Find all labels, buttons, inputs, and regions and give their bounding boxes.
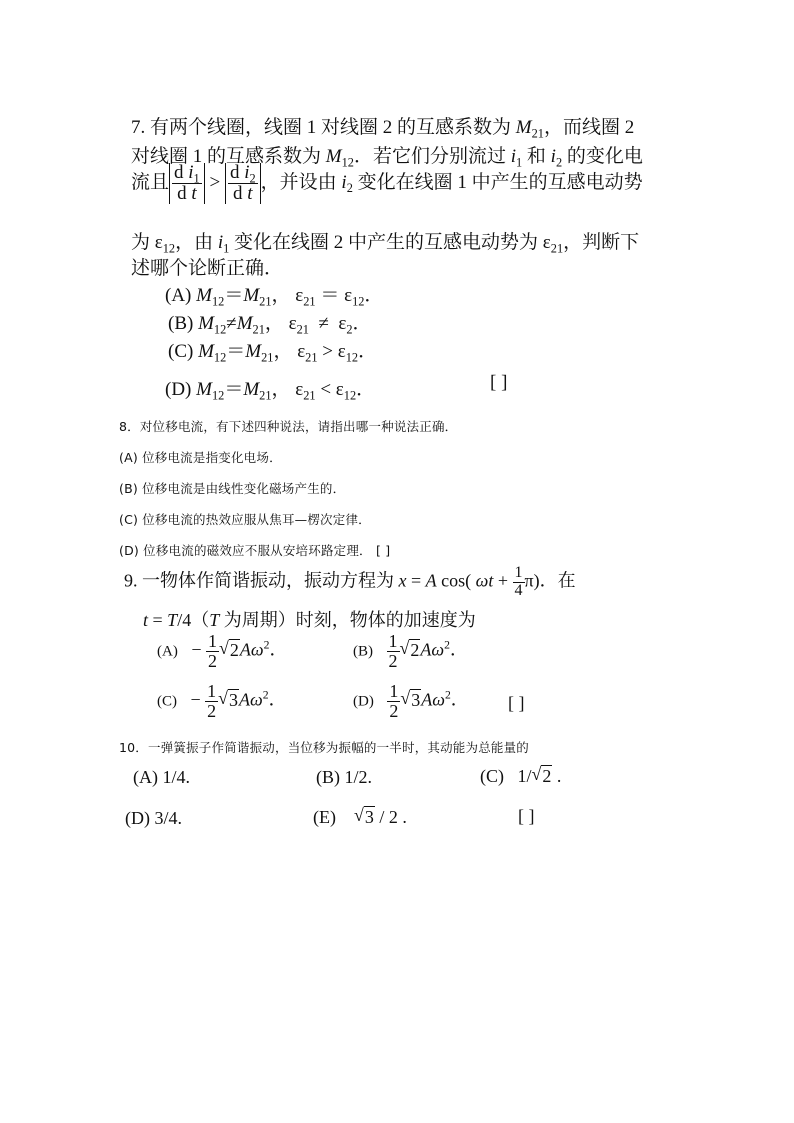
q8-answer-bracket[interactable]: [ ] [375,543,391,558]
q9-option-d: (D) $\frac{1}{2}$ √ $3A\omega^2$． [353,682,469,721]
q7-option-c: (C) $M_{12}=M_{21}$， $\varepsilon_{21} > \varepsilon_{12}$． [168,341,378,365]
abs-di2-dt: $\frac{d i_2}{\text{d t}}$ [225,163,261,204]
q7-line-4: 为 $\varepsilon_{12}$，由 $i_1$ 变化在线圈 2 中产生的互感电动势为 $\varepsilon_{21}$，判断下 [131,232,640,256]
q9-option-a: (A) − $\frac{1}{2}$ √ $2A\omega^2$． [157,632,287,671]
q7-line-2: 对线圈 1 的互感系数为 $M_{12}$．若它们分别流过 $i_1$ 和 $i_2$ 的变化电 [131,146,643,170]
q7-answer-bracket[interactable]: [ ] [490,372,508,393]
q7-option-b: (B) $M_{12}\ne M_{21}$， $\varepsilon_{21} \ne \varepsilon_2$． [168,313,372,337]
q9-line-2: t = T/4（T 为周期）时刻，物体的加速度为 [143,610,476,630]
q9-option-b: (B) $\frac{1}{2}$ √ $2A\omega^2$． [353,632,468,671]
q10-stem: 10．一弹簧振子作简谐振动，当位移为振幅的一半时，其动能为总能量的 [119,740,530,755]
q8-option-a: (A) 位移电流是指变化电场． [119,450,282,465]
q8-option-b: (B) 位移电流是由线性变化磁场产生的． [119,481,346,496]
q10-option-e: (E) √ 3 / 2 . [313,806,407,828]
q10-answer-bracket[interactable]: [ ] [518,806,535,826]
q8-option-d [119,541,390,559]
abs-di1-dt: $\frac{d i_1}{\text{d t}}$ [169,163,205,204]
q10-option-b: (B) 1/2. [316,767,372,787]
q10-option-a: (A) 1/4. [133,767,190,787]
q9-line-1: 9. 一物体作简谐振动，振动方程为 x = A cos( ωt + $\frac{1}{4}$ π)．在 [124,564,576,599]
q9-option-c: (C) − $\frac{1}{2}$ √ $3A\omega^2$． [157,682,287,721]
q7-option-d: (D) $M_{12}=M_{21}$， $\varepsilon_{21} < \varepsilon_{12}$． [165,379,376,403]
q8-option-c: (C) 位移电流的热效应服从焦耳—楞次定律． [119,512,371,527]
q10-option-c: (C) 1/√ 2 . [480,765,561,787]
q9-answer-bracket[interactable]: [ ] [508,693,525,713]
q8-stem: 8．对位移电流，有下述四种说法，请指出哪一种说法正确． [119,419,458,434]
q7-line-3: 流且 $\frac{d i_1}{\text{d t}}$ > $\frac{d i_2}{\text{d t}}$ ，并设由 $i_2$ 变化在线圈 1 中产生的互感电动势 [131,162,643,204]
text-alternates [0,0,1,1]
q7-line-1: 7. 有两个线圈，线圈 1 对线圈 2 的互感系数为 $M_{21}$，而线圈 2 [131,117,635,141]
q7-line-5: 述哪个论断正确． [131,258,284,279]
q8-option-d-text: (D) 位移电流的磁效应不服从安培环路定理． [119,543,372,558]
q7-option-a: (A) $M_{12}=M_{21}$， $\varepsilon_{21} = \varepsilon_{12}$． [165,285,384,309]
q10-option-d: (D) 3/4. [125,808,182,828]
